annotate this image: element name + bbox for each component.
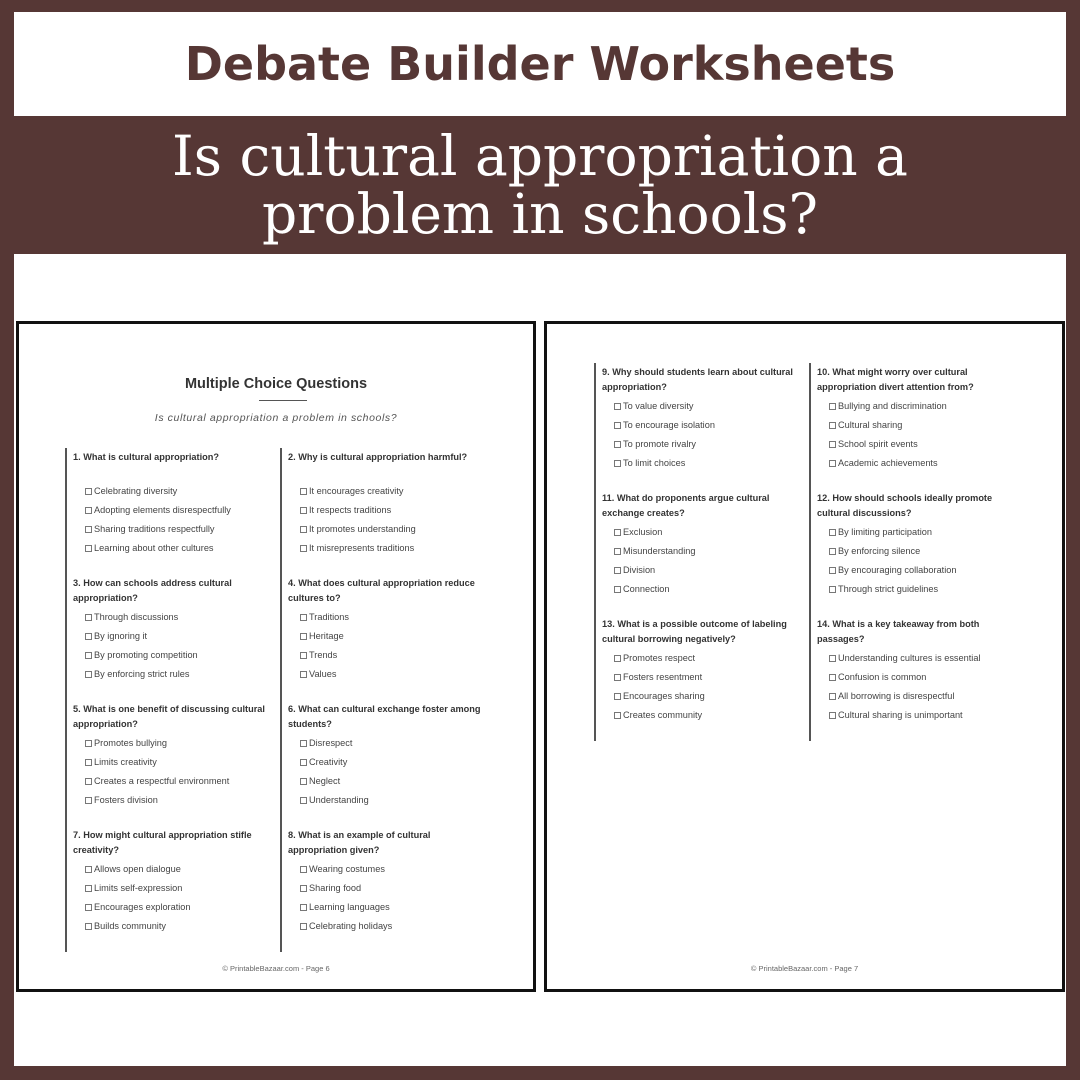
answer-option[interactable] <box>817 454 1020 473</box>
answer-option-label: Wearing costumes <box>309 864 385 874</box>
answer-option-label: Fosters resentment <box>623 672 703 682</box>
checkbox-icon[interactable] <box>85 923 92 930</box>
question-block <box>280 574 495 700</box>
answer-option-label: Limits creativity <box>94 757 157 767</box>
checkbox-icon[interactable] <box>829 529 836 536</box>
answer-option-label: Bullying and discrimination <box>838 401 947 411</box>
worksheet-heading: Multiple Choice Questions <box>184 376 368 392</box>
answer-option[interactable] <box>288 898 491 917</box>
answer-option[interactable] <box>817 580 1020 599</box>
answer-option-label: Through strict guidelines <box>838 584 939 594</box>
checkbox-icon[interactable] <box>300 923 307 930</box>
answer-option[interactable] <box>288 772 491 791</box>
checkbox-icon[interactable] <box>300 778 307 785</box>
answer-option-label: Creativity <box>309 757 348 767</box>
heading-divider <box>259 400 307 401</box>
page-footer: © PrintableBazaar.com - Page 6 <box>222 964 330 973</box>
checkbox-icon[interactable] <box>85 614 92 621</box>
answer-option-label: Learning about other cultures <box>94 543 214 553</box>
answer-option-label: Fosters division <box>94 795 158 805</box>
answer-option-label: Heritage <box>309 631 344 641</box>
question-text: 4. What does cultural appropriation reduce cultures to? <box>288 578 475 603</box>
answer-option-label: By encouraging collaboration <box>838 565 957 575</box>
answer-option-label: Sharing food <box>309 883 362 893</box>
question-block <box>280 826 495 952</box>
checkbox-icon[interactable] <box>85 759 92 766</box>
answer-option[interactable] <box>602 542 805 561</box>
checkbox-icon[interactable] <box>85 778 92 785</box>
checkbox-icon[interactable] <box>85 652 92 659</box>
answer-option[interactable] <box>73 665 276 684</box>
answer-option[interactable] <box>288 791 491 810</box>
answer-option[interactable] <box>602 523 805 542</box>
question-text: 8. What is an example of cultural appropriation given? <box>288 830 431 855</box>
answer-option-label: Misunderstanding <box>623 546 696 556</box>
question-text: 1. What is cultural appropriation? <box>73 452 219 462</box>
answer-option-label: Allows open dialogue <box>94 864 181 874</box>
checkbox-icon[interactable] <box>614 712 621 719</box>
checkbox-icon[interactable] <box>300 740 307 747</box>
answer-option[interactable] <box>602 435 805 454</box>
answer-option-label: Promotes bullying <box>94 738 168 748</box>
answer-option[interactable] <box>288 665 491 684</box>
answer-option[interactable] <box>73 734 276 753</box>
question-text: 10. What might worry over cultural appropriation divert attention from? <box>817 367 974 392</box>
checkbox-icon[interactable] <box>829 403 836 410</box>
answer-option[interactable] <box>602 706 805 725</box>
checkbox-icon[interactable] <box>85 740 92 747</box>
topic-banner <box>0 116 1080 254</box>
answer-option-label: Cultural sharing <box>838 420 903 430</box>
question-text: 13. What is a possible outcome of labeling cultural borrowing negatively? <box>602 619 787 644</box>
answer-option-label: Neglect <box>309 776 341 786</box>
answer-option[interactable] <box>602 561 805 580</box>
answer-option-label: Adopting elements disrespectfully <box>94 505 231 515</box>
answer-option-label: By promoting competition <box>94 650 198 660</box>
question-block <box>65 700 280 826</box>
answer-option[interactable] <box>817 687 1020 706</box>
checkbox-icon[interactable] <box>300 671 307 678</box>
checkbox-icon[interactable] <box>614 586 621 593</box>
question-text: 12. How should schools ideally promote cultural discussions? <box>817 493 993 518</box>
question-text: 7. How might cultural appropriation stifle creativity? <box>73 830 252 855</box>
question-block <box>809 363 1024 489</box>
answer-option-label: Builds community <box>94 921 166 931</box>
answer-option[interactable] <box>817 649 1020 668</box>
checkbox-icon[interactable] <box>85 545 92 552</box>
checkbox-icon[interactable] <box>85 488 92 495</box>
question-block <box>65 448 280 574</box>
answer-option-label: Understanding <box>309 795 369 805</box>
checkbox-icon[interactable] <box>85 526 92 533</box>
answer-option[interactable] <box>602 397 805 416</box>
answer-option[interactable] <box>288 482 491 501</box>
answer-option[interactable] <box>288 753 491 772</box>
answer-option[interactable] <box>73 860 276 879</box>
checkbox-icon[interactable] <box>85 507 92 514</box>
answer-option[interactable] <box>73 520 276 539</box>
answer-option[interactable] <box>288 608 491 627</box>
checkbox-icon[interactable] <box>300 526 307 533</box>
answer-option[interactable] <box>73 898 276 917</box>
answer-option-label: By ignoring it <box>94 631 148 641</box>
checkbox-icon[interactable] <box>300 797 307 804</box>
answer-option-label: Understanding cultures is essential <box>838 653 981 663</box>
answer-option[interactable] <box>602 580 805 599</box>
answer-option[interactable] <box>73 482 276 501</box>
answer-option[interactable] <box>817 668 1020 687</box>
worksheet-subtitle: Is cultural appropriation a problem in schools? <box>154 412 398 424</box>
answer-option-label: To limit choices <box>623 458 686 468</box>
answer-option-label: All borrowing is disrespectful <box>838 691 955 701</box>
brand-title: Debate Builder Worksheets <box>184 37 896 91</box>
answer-option-label: Sharing traditions respectfully <box>94 524 215 534</box>
checkbox-icon[interactable] <box>85 866 92 873</box>
checkbox-icon[interactable] <box>85 671 92 678</box>
answer-option[interactable] <box>817 542 1020 561</box>
answer-option-label: Through discussions <box>94 612 179 622</box>
answer-option[interactable] <box>73 753 276 772</box>
answer-option-label: Promotes respect <box>623 653 695 663</box>
checkbox-icon[interactable] <box>829 712 836 719</box>
answer-option[interactable] <box>288 646 491 665</box>
answer-option[interactable] <box>288 627 491 646</box>
question-block <box>594 489 809 615</box>
answer-option[interactable] <box>288 734 491 753</box>
answer-option[interactable] <box>288 917 491 936</box>
checkbox-icon[interactable] <box>829 460 836 467</box>
checkbox-icon[interactable] <box>829 674 836 681</box>
answer-option[interactable] <box>817 416 1020 435</box>
checkbox-icon[interactable] <box>85 797 92 804</box>
checkbox-icon[interactable] <box>300 545 307 552</box>
answer-option-label: To encourage isolation <box>623 420 715 430</box>
answer-option-label: Division <box>623 565 656 575</box>
answer-option-label: Creates community <box>623 710 703 720</box>
question-text: 6. What can cultural exchange foster among students? <box>288 704 481 729</box>
checkbox-icon[interactable] <box>300 652 307 659</box>
answer-option[interactable] <box>73 627 276 646</box>
answer-option-label: It respects traditions <box>309 505 392 515</box>
question-block <box>65 574 280 700</box>
answer-option-label: By enforcing silence <box>838 546 921 556</box>
worksheet-page-7 <box>544 321 1065 992</box>
answer-option-label: Exclusion <box>623 527 663 537</box>
checkbox-icon[interactable] <box>829 655 836 662</box>
checkbox-icon[interactable] <box>85 904 92 911</box>
answer-option[interactable] <box>602 454 805 473</box>
question-block <box>280 700 495 826</box>
answer-option[interactable] <box>817 706 1020 725</box>
checkbox-icon[interactable] <box>829 441 836 448</box>
answer-option-label: Academic achievements <box>838 458 938 468</box>
checkbox-icon[interactable] <box>829 693 836 700</box>
question-text: 11. What do proponents argue cultural exchange creates? <box>602 493 770 518</box>
answer-option-label: Connection <box>623 584 670 594</box>
checkbox-icon[interactable] <box>829 567 836 574</box>
question-text: 5. What is one benefit of discussing cultural appropriation? <box>73 704 265 729</box>
answer-option[interactable] <box>73 879 276 898</box>
checkbox-icon[interactable] <box>614 548 621 555</box>
answer-option[interactable] <box>602 416 805 435</box>
answer-option-label: Encourages sharing <box>623 691 705 701</box>
answer-option[interactable] <box>817 523 1020 542</box>
checkbox-icon[interactable] <box>614 422 621 429</box>
answer-option[interactable] <box>73 917 276 936</box>
checkbox-icon[interactable] <box>300 507 307 514</box>
question-grid <box>65 448 495 952</box>
answer-option-label: Traditions <box>309 612 349 622</box>
answer-option-label: It encourages creativity <box>309 486 404 496</box>
answer-option-label: Creates a respectful environment <box>94 776 230 786</box>
answer-option-label: Learning languages <box>309 902 390 912</box>
answer-option-label: It misrepresents traditions <box>309 543 415 553</box>
checkbox-icon[interactable] <box>829 422 836 429</box>
question-block <box>280 448 495 574</box>
answer-option[interactable] <box>73 539 276 558</box>
question-grid <box>594 363 1024 741</box>
answer-option-label: To promote rivalry <box>623 439 697 449</box>
checkbox-icon[interactable] <box>614 403 621 410</box>
answer-option-label: Trends <box>309 650 338 660</box>
checkbox-icon[interactable] <box>829 548 836 555</box>
checkbox-icon[interactable] <box>300 759 307 766</box>
answer-option[interactable] <box>602 649 805 668</box>
answer-option[interactable] <box>288 879 491 898</box>
answer-option-label: Encourages exploration <box>94 902 191 912</box>
checkbox-icon[interactable] <box>614 655 621 662</box>
question-text: 9. Why should students learn about cultural appropriation? <box>602 367 793 392</box>
checkbox-icon[interactable] <box>614 693 621 700</box>
topic-title: Is cultural appropriation a problem in schools? <box>172 124 908 246</box>
answer-option-label: Values <box>309 669 337 679</box>
checkbox-icon[interactable] <box>300 614 307 621</box>
checkbox-icon[interactable] <box>300 866 307 873</box>
answer-option-label: School spirit events <box>838 439 918 449</box>
answer-option-label: By limiting participation <box>838 527 932 537</box>
worksheet-page-6 <box>16 321 536 992</box>
checkbox-icon[interactable] <box>829 586 836 593</box>
question-block <box>65 826 280 952</box>
checkbox-icon[interactable] <box>614 441 621 448</box>
question-block <box>594 363 809 489</box>
answer-option[interactable] <box>288 501 491 520</box>
answer-option-label: Celebrating holidays <box>309 921 393 931</box>
question-text: 3. How can schools address cultural appropriation? <box>73 578 232 603</box>
question-block <box>594 615 809 741</box>
answer-option[interactable] <box>288 539 491 558</box>
answer-option-label: To value diversity <box>623 401 694 411</box>
answer-option[interactable] <box>73 646 276 665</box>
answer-option[interactable] <box>73 772 276 791</box>
answer-option-label: Cultural sharing is unimportant <box>838 710 963 720</box>
checkbox-icon[interactable] <box>85 633 92 640</box>
page-footer: © PrintableBazaar.com - Page 7 <box>750 964 859 973</box>
checkbox-icon[interactable] <box>614 567 621 574</box>
answer-option[interactable] <box>73 791 276 810</box>
answer-option-label: It promotes understanding <box>309 524 416 534</box>
answer-option-label: Celebrating diversity <box>94 486 178 496</box>
checkbox-icon[interactable] <box>300 633 307 640</box>
question-text: 14. What is a key takeaway from both passages? <box>817 619 980 644</box>
checkbox-icon[interactable] <box>300 904 307 911</box>
answer-option[interactable] <box>817 561 1020 580</box>
answer-option[interactable] <box>73 501 276 520</box>
answer-option[interactable] <box>817 435 1020 454</box>
answer-option[interactable] <box>73 608 276 627</box>
checkbox-icon[interactable] <box>614 460 621 467</box>
answer-option-label: By enforcing strict rules <box>94 669 190 679</box>
answer-option[interactable] <box>288 520 491 539</box>
answer-option[interactable] <box>288 860 491 879</box>
answer-option-label: Limits self-expression <box>94 883 183 893</box>
checkbox-icon[interactable] <box>85 885 92 892</box>
checkbox-icon[interactable] <box>614 674 621 681</box>
answer-option[interactable] <box>602 687 805 706</box>
answer-option[interactable] <box>602 668 805 687</box>
answer-option[interactable] <box>817 397 1020 416</box>
question-block <box>809 615 1024 741</box>
question-block <box>809 489 1024 615</box>
checkbox-icon[interactable] <box>614 529 621 536</box>
answer-option-label: Confusion is common <box>838 672 927 682</box>
checkbox-icon[interactable] <box>300 488 307 495</box>
checkbox-icon[interactable] <box>300 885 307 892</box>
answer-option-label: Disrespect <box>309 738 353 748</box>
question-text: 2. Why is cultural appropriation harmful? <box>288 452 468 462</box>
